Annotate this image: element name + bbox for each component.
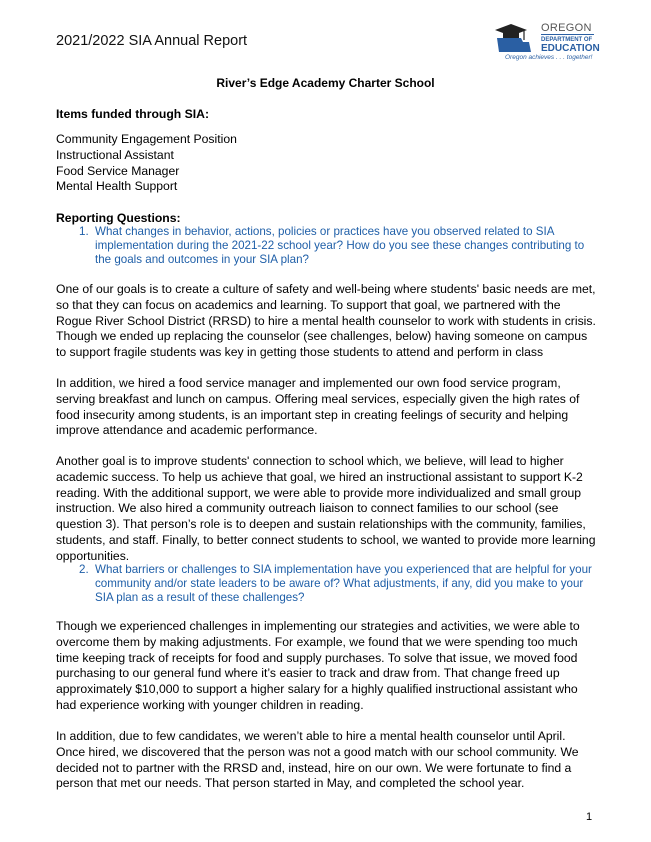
question-number: 2. [79,563,89,576]
paragraph-2: In addition, we hired a food service manager and implemented our own food service program, serving breakfast and lunch on campus. Offering meal services, especially given the high rates of food insecurity among students, is an important step in creating feelings of security and helping improve attendance and academic performance. [56,376,580,438]
paragraph-4: Though we experienced challenges in implementing our strategies and activities, we were able to overcome them by making adjustments. For example, we found that we were spending too much time keeping track of receipts for food and supply purchases. To solve that issue, we moved food purchasing to our general fund where it’s easier to track and draw from. That change freed up approximately $10,000 to support a higher salary for a highly qualified instructional assistant who had experience working with younger children in reading. [56,619,580,712]
funded-item: Instructional Assistant [56,147,174,162]
logo-oregon-text: OREGON [541,22,592,34]
oregon-education-logo [493,24,603,64]
question-1 [79,225,599,268]
question-text: What changes in behavior, actions, policies or practices have you observed related to SIA implementation during the 2021-22 school year? How do you see these changes contributing to the goals and outcomes in your SIA plan? [95,225,585,267]
paragraph-5: In addition, due to few candidates, we weren’t able to hire a mental health counselor until April. Once hired, we discovered that the person was not a good match with our school community. We decided not to partner with the RRSD and, instead, hire on our own. We were fortunate to find a person that met our needs. That person started in May, and completed the school year. [56,729,579,791]
question-number: 1. [79,225,89,238]
paragraph-3: Another goal is to improve students' connection to school which, we believe, will lead to higher academic success. To help us achieve that goal, we hired an instructional assistant to support K-2 reading. With the additional support, we were able to provide more individualized and small group instruction. We also hired a community outreach liaison to connect families to our school (see question 3). That person’s role is to deepen and sustain relationships with the community, families, students, and staff. Finally, to better connect students to school, we wanted to provide more learning opportunities. [56,454,596,563]
funded-heading: Items funded through SIA: [56,107,210,121]
reporting-heading: Reporting Questions: [56,211,181,225]
funded-list [56,132,596,195]
page-number: 1 [586,811,593,823]
question-text: What barriers or challenges to SIA implementation have you experienced that are helpful for your community and/or state leaders to be aware of? What adjustments, if any, did you make to your SIA plan as a result of these challenges? [95,563,592,605]
funded-item: Community Engagement Position [56,132,237,146]
school-name: River’s Edge Academy Charter School [216,76,435,90]
report-title: 2021/2022 SIA Annual Report [56,33,248,49]
logo-education-text: EDUCATION [541,43,600,54]
question-2 [79,563,599,606]
funded-item: Food Service Manager [56,163,180,178]
logo-tagline: Oregon achieves . . . together! [505,54,593,61]
paragraph-1: One of our goals is to create a culture of safety and well-being where students' basic needs are met, so that they can focus on academics and learning. To support that goal, we partnered with the Rogue River School District (RRSD) to hire a mental health counselor to work with students in crisis. Though we ended up replacing the counselor (see challenges, below) having someone on campus to support fragile students was key in getting those students to attend and perform in class [56,282,596,360]
graduation-cap-oregon-icon [493,24,539,54]
logo-dept-text: DEPARTMENT OF [541,37,593,43]
funded-item: Mental Health Support [56,179,178,194]
